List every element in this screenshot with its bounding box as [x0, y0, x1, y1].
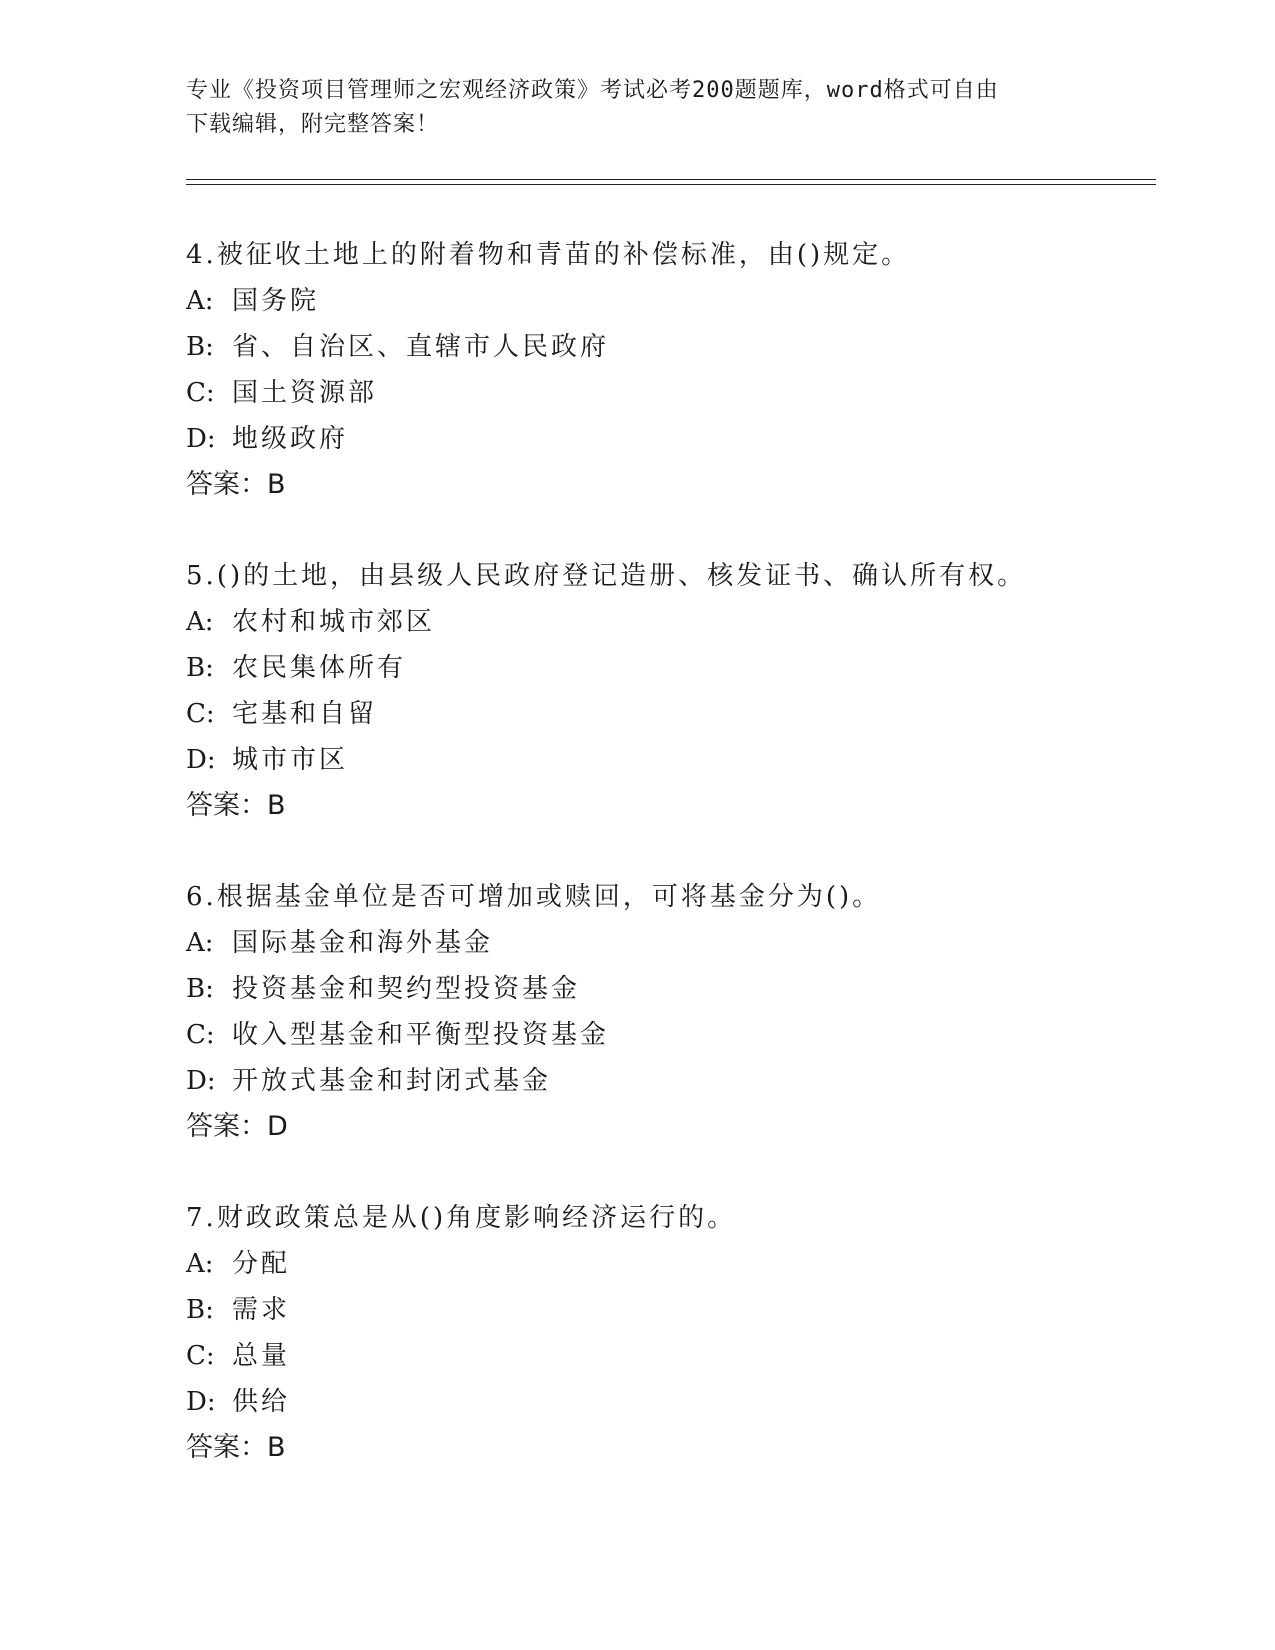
question-stem — [186, 232, 1166, 278]
question-number: 5. — [186, 561, 217, 591]
option-text: 收入型基金和平衡型投资基金 — [232, 1020, 610, 1050]
option-key: B: — [186, 974, 214, 1004]
option-text: 宅基和自留 — [232, 699, 378, 729]
option-b — [186, 645, 1166, 691]
option-text: 地级政府 — [232, 424, 349, 454]
option-a — [186, 920, 1166, 966]
option-key: C: — [186, 699, 215, 729]
option-key: D: — [186, 1387, 216, 1417]
question-block — [186, 1195, 1166, 1471]
option-key: A: — [186, 286, 214, 316]
answer-line: 答案：D — [186, 1111, 288, 1142]
question-text: 财政政策总是从()角度影响经济运行的。 — [216, 1203, 737, 1233]
option-key: A: — [186, 1249, 214, 1279]
option-text: 需求 — [232, 1295, 291, 1325]
option-b — [186, 966, 1166, 1012]
option-key: D: — [186, 424, 216, 454]
question-block — [186, 874, 1166, 1150]
question-block — [186, 232, 1166, 508]
question-stem — [186, 1195, 1166, 1241]
document-header — [186, 74, 1086, 142]
option-text: 分配 — [232, 1249, 291, 1279]
option-d — [186, 737, 1166, 783]
option-key: B: — [186, 332, 214, 362]
option-b — [186, 324, 1166, 370]
option-text: 开放式基金和封闭式基金 — [232, 1066, 552, 1096]
option-c — [186, 1333, 1166, 1379]
answer-line: 答案：B — [186, 1432, 286, 1463]
question-number: 7. — [186, 1203, 217, 1233]
option-b — [186, 1287, 1166, 1333]
option-text: 投资基金和契约型投资基金 — [232, 974, 581, 1004]
option-key: B: — [186, 653, 214, 683]
option-d — [186, 1379, 1166, 1425]
option-key: B: — [186, 1295, 214, 1325]
question-text: 根据基金单位是否可增加或赎回，可将基金分为()。 — [216, 882, 882, 912]
option-text: 国土资源部 — [232, 378, 378, 408]
question-number: 4. — [186, 240, 217, 270]
option-text: 供给 — [232, 1387, 291, 1417]
option-key: A: — [186, 607, 214, 637]
question-text: ()的土地，由县级人民政府登记造册、核发证书、确认所有权。 — [216, 561, 1027, 591]
option-text: 农村和城市郊区 — [232, 607, 436, 637]
option-c — [186, 1012, 1166, 1058]
option-text: 省、自治区、直辖市人民政府 — [232, 332, 610, 362]
option-key: C: — [186, 1341, 215, 1371]
answer-line: 答案：B — [186, 790, 286, 821]
question-number: 6. — [186, 882, 217, 912]
option-text: 总量 — [232, 1341, 291, 1371]
header-divider-bottom — [186, 184, 1156, 185]
option-c — [186, 370, 1166, 416]
option-text: 国际基金和海外基金 — [232, 928, 494, 958]
option-key: D: — [186, 745, 216, 775]
question-stem — [186, 553, 1166, 599]
option-key: D: — [186, 1066, 216, 1096]
header-divider-top — [186, 179, 1156, 180]
question-text: 被征收土地上的附着物和青苗的补偿标准，由()规定。 — [216, 240, 911, 270]
question-stem — [186, 874, 1166, 920]
question-block — [186, 553, 1166, 829]
option-text: 城市市区 — [232, 745, 349, 775]
option-key: A: — [186, 928, 214, 958]
answer-line: 答案：B — [186, 469, 286, 500]
option-a — [186, 1241, 1166, 1287]
option-text: 国务院 — [232, 286, 320, 316]
option-text: 农民集体所有 — [232, 653, 407, 683]
option-d — [186, 416, 1166, 462]
header-line-1: 专业《投资项目管理师之宏观经济政策》考试必考200题题库，word格式可自由 — [186, 78, 999, 103]
option-a — [186, 278, 1166, 324]
option-key: C: — [186, 378, 215, 408]
option-key: C: — [186, 1020, 215, 1050]
header-line-2: 下载编辑，附完整答案！ — [186, 112, 440, 137]
option-d — [186, 1058, 1166, 1104]
option-c — [186, 691, 1166, 737]
option-a — [186, 599, 1166, 645]
